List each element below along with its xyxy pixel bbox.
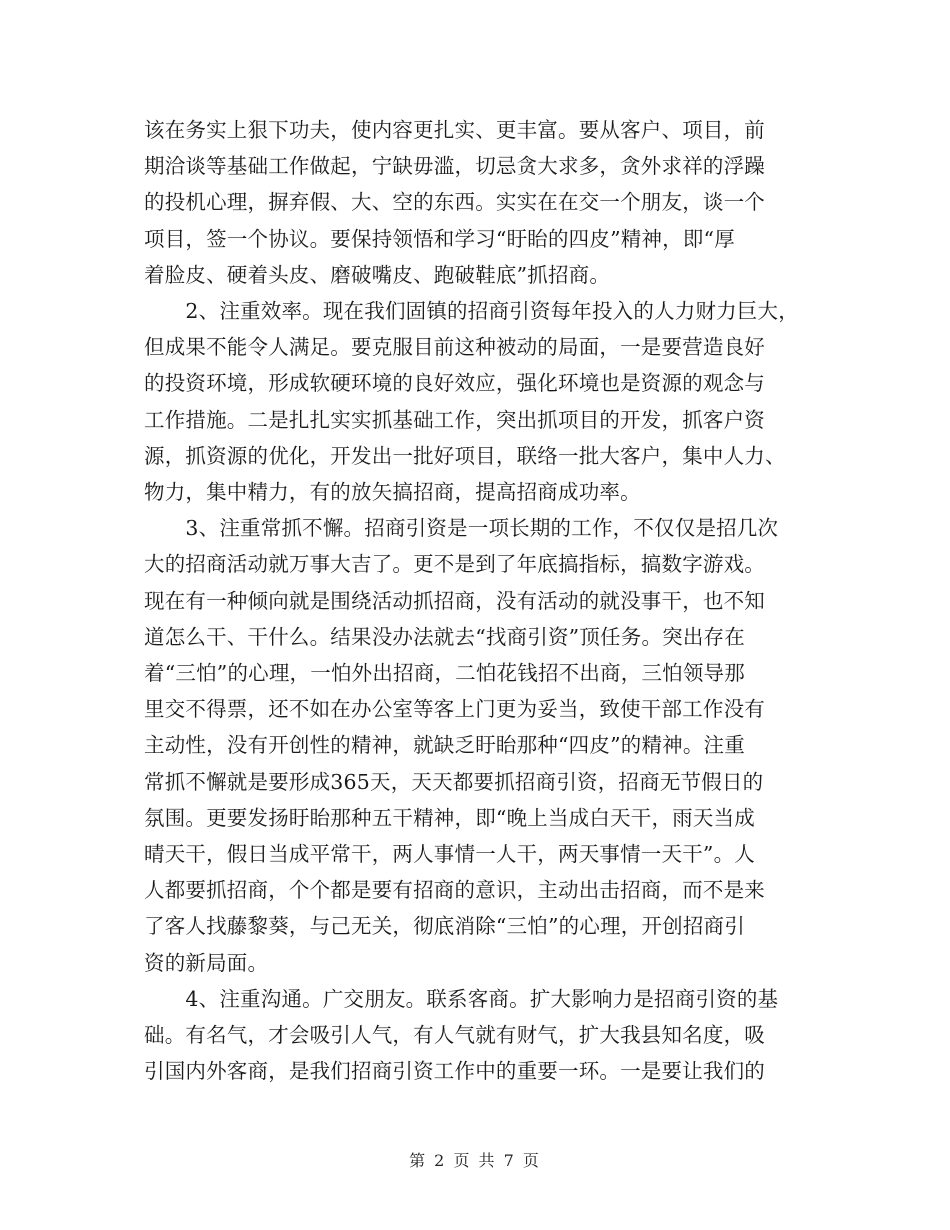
text-line: 了客人找藤黎葵，与己无关，彻底消除“三怕”的心理，开创招商引 — [144, 914, 745, 939]
text-line: 着脸皮、硬着头皮、磨破嘴皮、跑破鞋底”抓招商。 — [144, 262, 611, 287]
text-line: 里交不得票，还不如在办公室等客上门更为妥当，致使干部工作没有 — [144, 697, 765, 722]
text-line: 常抓不懈就是要形成365天，天天都要抓招商引资，招商无节假日的 — [144, 769, 764, 794]
text-line: 氛围。更要发扬盱眙那种五干精神，即“晚上当成白天干，雨天当成 — [144, 805, 755, 830]
text-line: 源，抓资源的优化，开发出一批好项目，联络一批大客户，集中人力、 — [144, 443, 786, 468]
text-line: 4、注重沟通。广交朋友。联系客商。扩大影响力是招商引资的基 — [144, 986, 779, 1011]
text-line: 道怎么干、干什么。结果没办法就去“找商引资”顶任务。突出存在 — [144, 624, 745, 649]
text-line: 但成果不能令人满足。要克服目前这种被动的局面，一是要营造良好 — [144, 335, 765, 360]
text-line: 物力，集中精力，有的放矢搞招商，提高招商成功率。 — [144, 480, 641, 504]
text-line: 资的新局面。 — [144, 950, 269, 975]
text-line: 项目，签一个协议。要保持领悟和学习“盱眙的四皮”精神，即“厚 — [144, 226, 735, 251]
text-line: 主动性，没有开创性的精神，就缺乏盱眙那种“四皮”的精神。注重 — [144, 733, 745, 758]
text-line: 该在务实上狠下功夫，使内容更扎实、更丰富。要从客户、项目，前 — [144, 118, 765, 142]
text-line: 3、注重常抓不懈。招商引资是一项长期的工作，不仅仅是招几次 — [144, 516, 779, 541]
text-line: 现在有一种倾向就是围绕活动抓招商，没有活动的就没事干，也不知 — [144, 588, 765, 613]
text-line: 期洽谈等基础工作做起，宁缺毋滥，切忌贪大求多，贪外求祥的浮躁 — [144, 154, 765, 179]
text-line: 的投资环境，形成软硬环境的良好效应，强化环境也是资源的观念与 — [144, 371, 765, 396]
text-line: 工作措施。二是扎扎实实抓基础工作，突出抓项目的开发，抓客户资 — [144, 407, 765, 432]
text-line: 2、注重效率。现在我们固镇的招商引资每年投入的人力财力巨大， — [144, 299, 799, 323]
text-line: 大的招商活动就万事大吉了。更不是到了年底搞指标，搞数字游戏。 — [144, 552, 765, 577]
text-line: 引国内外客商，是我们招商引资工作中的重要一环。一是要让我们的 — [144, 1059, 765, 1084]
text-line: 人都要抓招商，个个都是要有招商的意识，主动出击招商，而不是来 — [144, 878, 765, 903]
text-line: 础。有名气，才会吸引人气，有人气就有财气，扩大我县知名度，吸 — [144, 1023, 765, 1047]
text-line: 晴天干，假日当成平常干，两人事情一人干，两天事情一天干”。人 — [144, 842, 755, 866]
text-line: 着“三怕”的心理，一怕外出招商，二怕花钱招不出商，三怕领导那 — [144, 661, 745, 685]
page-footer: 第 2 页 共 7 页 — [409, 1151, 541, 1170]
text-line: 的投机心理，摒弃假、大、空的东西。实实在在交一个朋友，谈一个 — [144, 190, 765, 215]
